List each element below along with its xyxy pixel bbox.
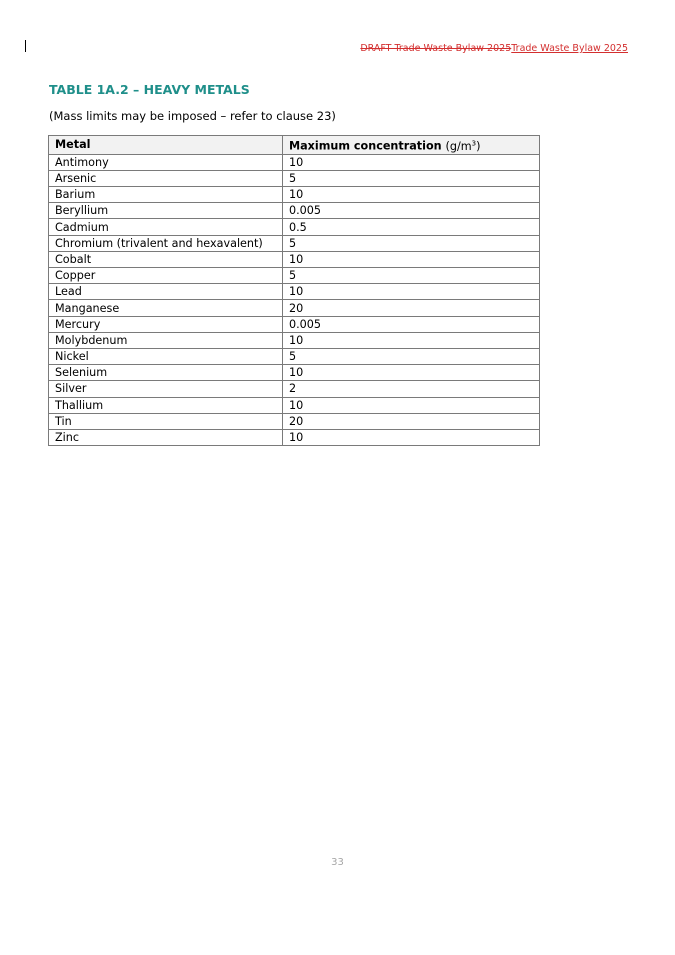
page-number: 33 [331,857,344,868]
table-row [49,187,540,203]
metal-cell: Molybdenum [49,332,283,348]
concentration-cell: 0.5 [283,219,540,235]
metal-cell: Tin [49,413,283,429]
metal-cell: Selenium [49,365,283,381]
change-bar [25,40,26,52]
header-unit-sup: 3 [471,139,477,147]
concentration-cell: 10 [283,429,540,445]
table-row [49,316,540,332]
table-header-row [49,136,540,155]
intro-text: (Mass limits may be imposed – refer to clause 23) [49,109,336,123]
metal-cell: Mercury [49,316,283,332]
concentration-cell: 0.005 [283,203,540,219]
concentration-cell: 10 [283,251,540,267]
metal-cell: Zinc [49,429,283,445]
table-title: TABLE 1A.2 – HEAVY METALS [49,82,250,97]
header-deleted-text: DRAFT Trade Waste Bylaw 2025 [360,43,512,54]
table-row [49,235,540,251]
concentration-cell: 20 [283,300,540,316]
table-row [49,284,540,300]
concentration-cell: 10 [283,187,540,203]
header-unit-base: (g/m [445,139,472,153]
table-row [49,381,540,397]
metal-cell: Cadmium [49,219,283,235]
table-row [49,219,540,235]
header-concentration-label: Maximum concentration [289,139,442,153]
concentration-cell: 10 [283,332,540,348]
table-row [49,429,540,445]
table-row [49,251,540,267]
concentration-cell: 10 [283,154,540,170]
metal-cell: Thallium [49,397,283,413]
metal-cell: Manganese [49,300,283,316]
concentration-cell: 0.005 [283,316,540,332]
table-row [49,268,540,284]
heavy-metals-table [48,135,540,446]
metal-cell: Silver [49,381,283,397]
table-row [49,300,540,316]
metal-cell: Nickel [49,348,283,364]
concentration-cell: 10 [283,397,540,413]
table-row [49,397,540,413]
concentration-cell: 10 [283,284,540,300]
metal-cell: Barium [49,187,283,203]
concentration-cell: 5 [283,170,540,186]
metal-cell: Arsenic [49,170,283,186]
table-row [49,413,540,429]
header-unit-close: ) [476,139,481,153]
metal-cell: Copper [49,268,283,284]
table-body [49,154,540,445]
table-row [49,170,540,186]
metal-cell: Chromium (trivalent and hexavalent) [49,235,283,251]
table-row [49,365,540,381]
metal-cell: Antimony [49,154,283,170]
concentration-cell: 5 [283,348,540,364]
concentration-cell: 2 [283,381,540,397]
header-concentration [283,136,540,155]
concentration-cell: 5 [283,268,540,284]
header-inserted-text: Trade Waste Bylaw 2025 [511,43,628,54]
concentration-cell: 20 [283,413,540,429]
header-unit [446,140,481,153]
metal-cell: Cobalt [49,251,283,267]
table-row [49,348,540,364]
metal-cell: Lead [49,284,283,300]
page-header [360,43,628,54]
table-row [49,332,540,348]
table-row [49,203,540,219]
concentration-cell: 5 [283,235,540,251]
header-metal: Metal [49,136,283,155]
concentration-cell: 10 [283,365,540,381]
table-row [49,154,540,170]
metal-cell: Beryllium [49,203,283,219]
